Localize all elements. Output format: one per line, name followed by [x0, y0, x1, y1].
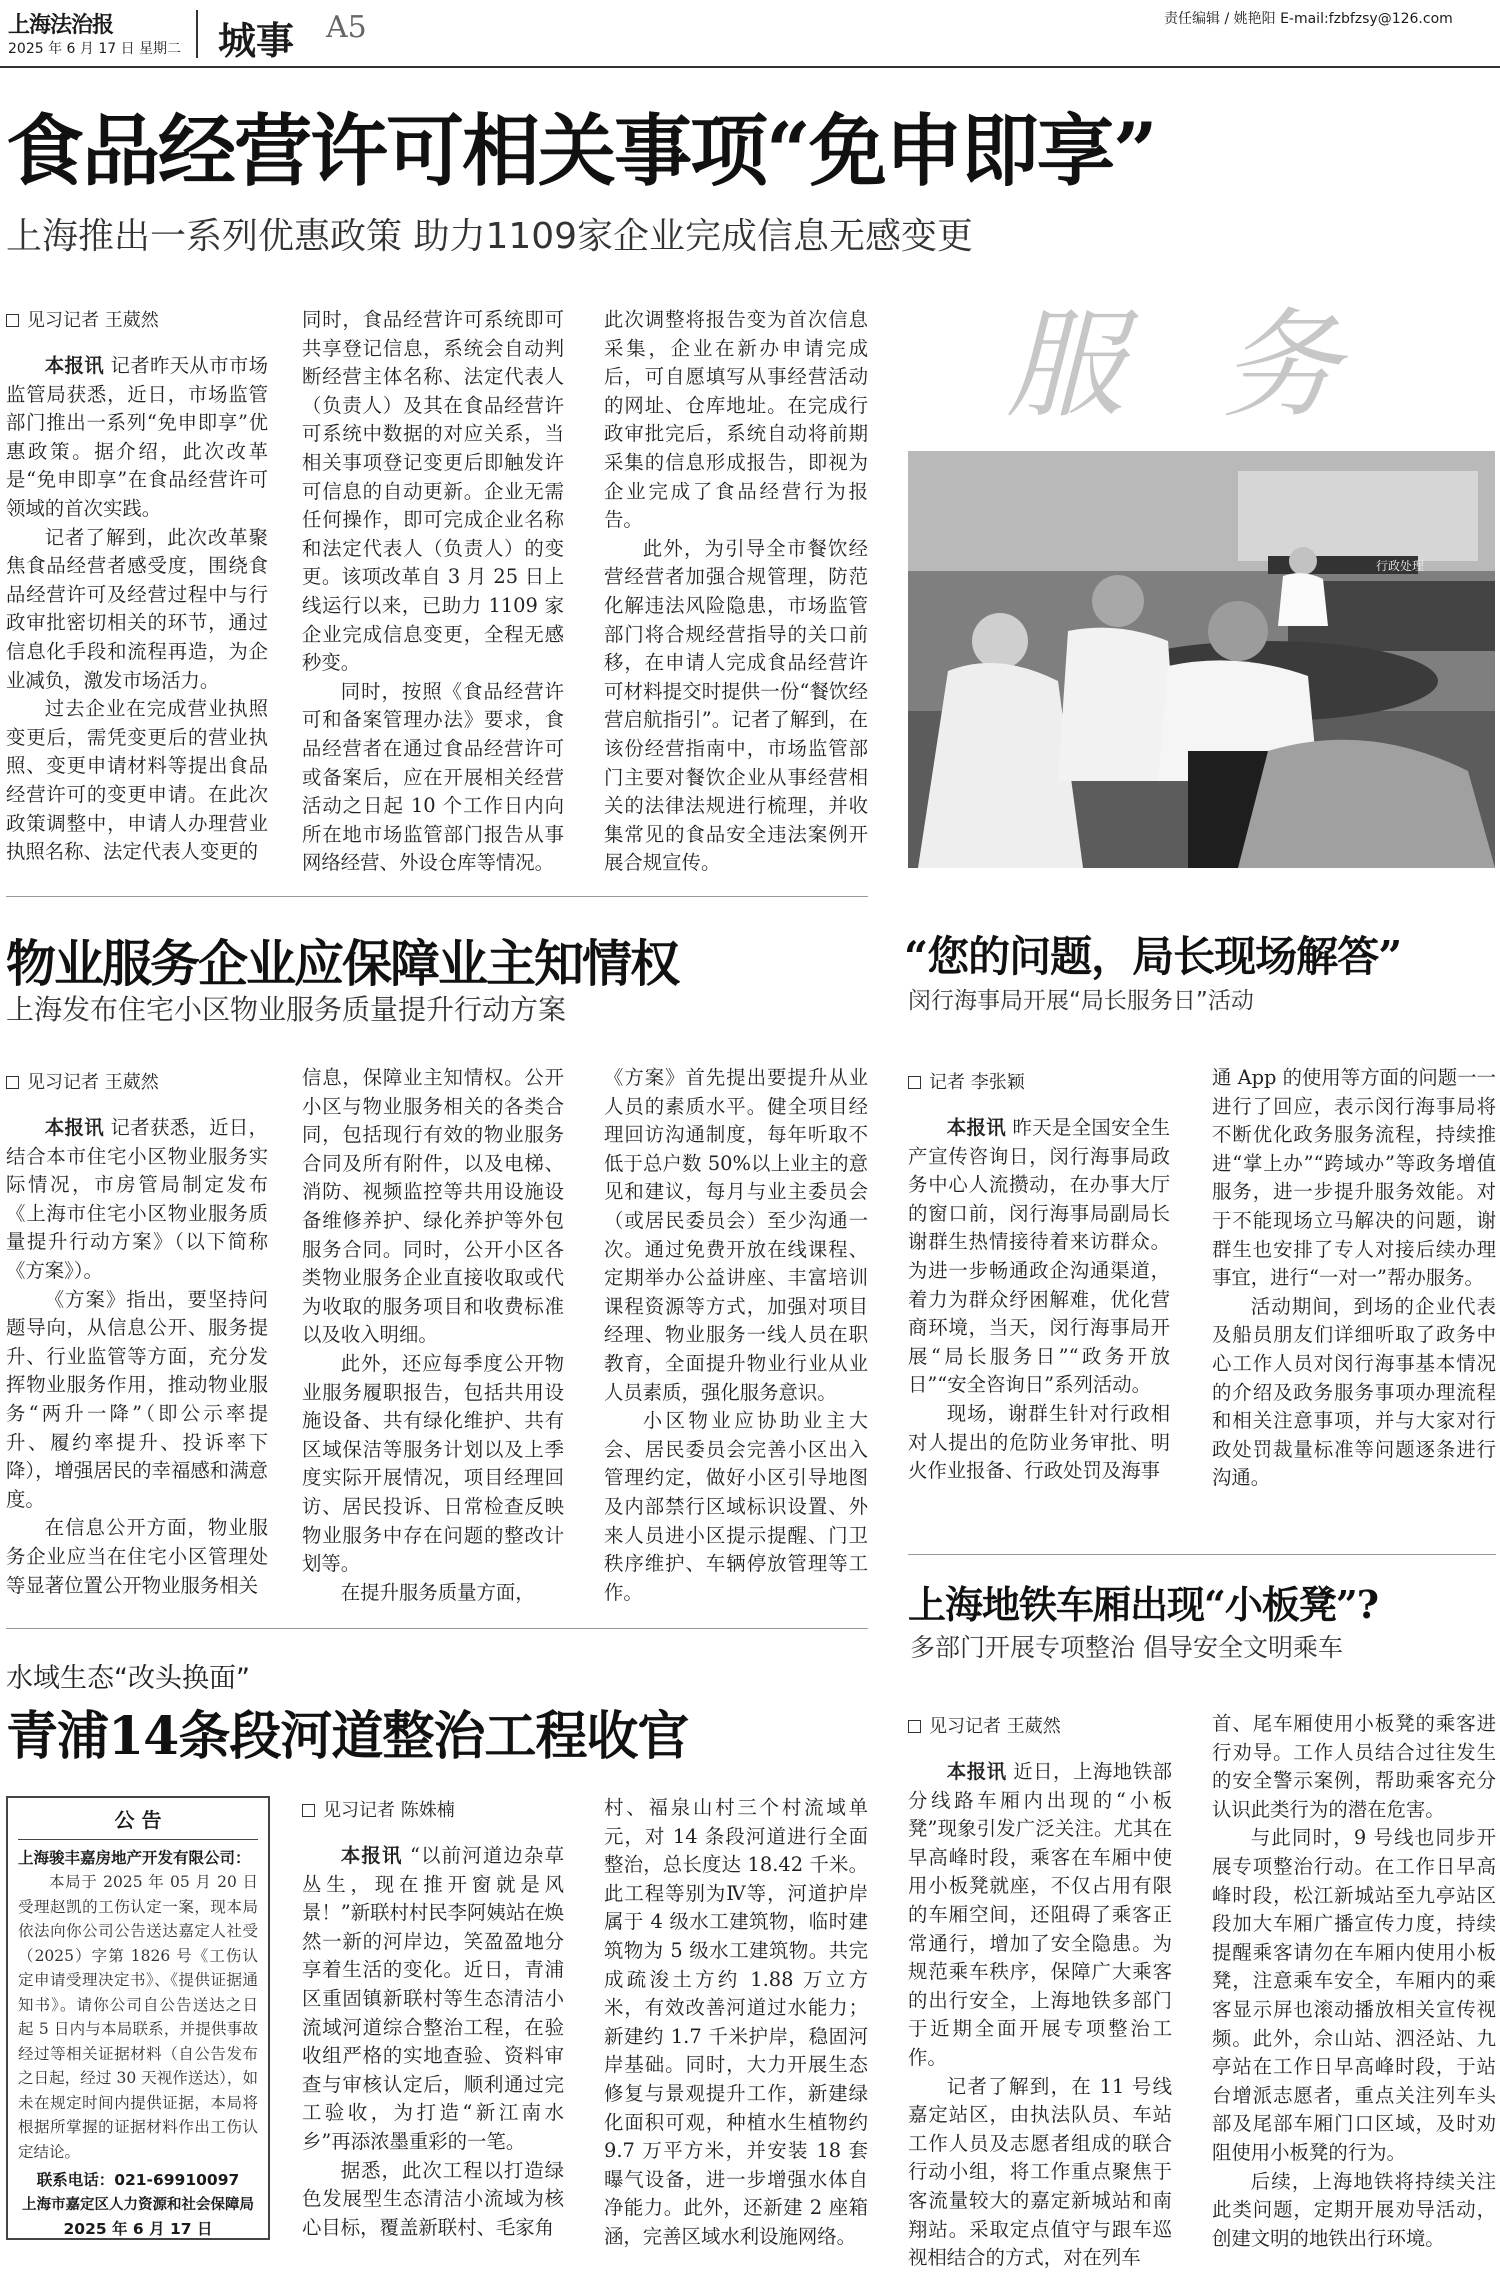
byline-square-icon [908, 1720, 921, 1733]
photo-caption-subtitle: 闵行海事局开展“局长服务日”活动 [908, 988, 1254, 1014]
lead-tag: 本报讯 [44, 1116, 104, 1139]
article2-column-2: 信息，保障业主知情权。公开小区与物业服务相关的各类合同，包括现行有效的物业服务合同及所有附件，以及电梯、消防、视频监控等共用设施设备维修养护、绿化养护等外包服务合同。同时，公开小区各类物业服务企业直接收取或代为收取的服务项目和收费标准以及收入明细。 此外，还应每季度公开物业服务履职报告，包括共用设施设备、共有绿化维护、共有区域保洁等服务计划以及上季度实际开展情况，项目经理回访、居民投诉、日常检查反映物业服务中存在问题的整改计划等。 在提升服务质量方面， [302, 1066, 564, 1604]
masthead-date: 2025 年 6 月 17 日 星期二 [8, 41, 182, 57]
article1-byline: 见习记者 王葳然 [6, 306, 159, 332]
byline-square-icon [6, 314, 19, 327]
divider-3 [6, 1628, 868, 1629]
lead-tag: 本报讯 [946, 1760, 1007, 1783]
editor-info: 责任编辑 / 姚艳阳 E-mail:fzbfzsy@126.com [1164, 11, 1453, 27]
article1-column-3: 此次调整将报告变为首次信息采集，企业在新办申请完成后，可自愿填写从事经营活动的网址、仓库地址。在完成行政审批完后，系统自动将前期采集的信息形成报告，即视为企业完成了食品经营行为报告。 此外，为引导全市餐饮经营经营者加强合规管理，防范化解违法风险隐患，市场监管部门将合规经营指导的关口前移，在申请人完成食品经营许可材料提交时提供一份“餐饮经营启航指引”。记者了解到，在该份经营指南中，市场监管部门主要对餐饮企业从事经营相关的法律法规进行梳理，并收集常见的食品安全违法案例开展合规宣传。 [604, 308, 868, 875]
notice-company: 上海骏丰嘉房地产开发有限公司： [18, 1848, 251, 1867]
notice-phone: 联系电话：021-69910097 [36, 2171, 240, 2189]
byline-square-icon [302, 1804, 315, 1817]
service-banner: 服 务 [1006, 296, 1370, 434]
article4-byline: 见习记者 王葳然 [908, 1712, 1061, 1738]
article5-kicker: 水域生态“改头换面” [6, 1663, 250, 1694]
notice-date: 2025 年 6 月 17 日 [63, 2220, 213, 2238]
article4-column-2: 首、尾车厢使用小板凳的乘客进行劝导。工作人员结合过往发生的安全警示案例，帮助乘客充分认识此类行为的潜在危害。 与此同时，9 号线也同步开展专项整治行动。在工作日早高峰时段，松江新城站至九亭站区段加大车厢广播宣传力度，持续提醒乘客请勿在车厢内使用小板凳，注意乘车安全，车厢内的乘客显示屏也滚动播放相关宣传视频。此外，佘山站、泗泾站、九亭站在工作日早高峰时段，于站台增派志愿者，重点关注列车头部及尾部车厢门口区域，及时劝阻使用小板凳的行为。 后续，上海地铁将持续关注此类问题，定期开展劝导活动，创建文明的地铁出行环境。 [1212, 1712, 1496, 2250]
article1-column-1: 本报讯 记者昨天从市市场监管局获悉，近日，市场监管部门推出一系列“免申即享”优惠政策。据介绍，此次改革是“免申即享”在食品经营许可领域的首次实践。 记者了解到，此次改革聚焦食品经营者感受度，围绕食品经营许可及经营过程中与行政审批密切相关的环节，通过信息化手段和流程再造，为企业减负，激发市场活力。 过去企业在完成营业执照变更后，需凭变更后的营业执照、变更申请材料等提出食品经营许可的变更申请。在此次政策调整中，申请人办理营业执照名称、法定代表人变更的 [6, 354, 269, 864]
notice-title: 公 告 [18, 1808, 258, 1840]
officers-photo-illustration [908, 451, 1495, 868]
section-name: 城事 [218, 18, 295, 63]
news-photo [908, 451, 1495, 868]
article1-subheadline: 上海推出一系列优惠政策 助力1109家企业完成信息无感变更 [6, 216, 974, 257]
article5-byline: 见习记者 陈姝楠 [302, 1796, 455, 1822]
legal-notice-box [6, 1796, 270, 2240]
lead-tag: 本报讯 [44, 354, 104, 377]
article2-headline: 物业服务企业应保障业主知情权 [6, 934, 678, 993]
divider-1 [6, 896, 868, 897]
notice-issuer: 上海市嘉定区人力资源和社会保障局 [22, 2196, 254, 2213]
divider-2 [908, 1554, 1496, 1555]
article5-headline: 青浦14条段河道整治工程收官 [6, 1706, 689, 1767]
article2-byline: 见习记者 王葳然 [6, 1068, 159, 1094]
masthead-rule [0, 66, 1500, 68]
article5-column-1: 本报讯 “以前河道边杂草丛生，现在推开窗就是风景！”新联村村民李阿姨站在焕然一新的河岸边，笑盈盈地分享着生活的变化。近日，青浦区重固镇新联村等生态清洁小流域河道综合整治工程，在验收组严格的实地查验、资料审查与审核认定后，顺利通过完工验收，为打造“新江南水乡”再添浓墨重彩的一笔。 据悉，此次工程以打造绿色发展型生态清洁小流域为核心目标，覆盖新联村、毛家角 [302, 1844, 565, 2239]
lead-tag: 本报讯 [340, 1844, 403, 1867]
article3-column-1: 本报讯 昨天是全国安全生产宣传咨询日，闵行海事局政务中心人流攒动，在办事大厅的窗口前，闵行海事局副局长谢群生热情接待着来访群众。为进一步畅通政企沟通渠道，着力为群众纾困解难，优化营商环境，当天，闵行海事局开展“局长服务日”“政务开放日”“安全咨询日”系列活动。 现场，谢群生针对行政相对人提出的危防业务审批、明火作业报备、行政处罚及海事 [908, 1116, 1171, 1483]
photo-caption-title: “您的问题，局长现场解答” [904, 932, 1402, 981]
masthead-divider [196, 10, 198, 58]
article3-column-2: 通 App 的使用等方面的问题一一进行了回应，表示闵行海事局将不断优化政务服务流程，持续推进“掌上办”“跨域办”等政务增值服务，进一步提升服务效能。对于不能现场立马解决的问题，谢群生也安排了专人对接后续办理事宜，进行“一对一”帮办服务。 活动期间，到场的企业代表及船员朋友们详细听取了政务中心工作人员对闵行海事基本情况的介绍及政务服务事项办理流程和相关注意事项，并与大家对行政处罚裁量标准等问题逐条进行沟通。 [1212, 1066, 1496, 1490]
page-number: A5 [326, 10, 367, 45]
article1-headline: 食品经营许可相关事项“免申即享” [6, 106, 1156, 197]
article2-subheadline: 上海发布住宅小区物业服务质量提升行动方案 [6, 993, 567, 1026]
article3-byline: 记者 李张颖 [908, 1068, 1025, 1094]
article4-subheadline: 多部门开展专项整治 倡导安全文明乘车 [910, 1633, 1343, 1662]
article1-column-2: 同时，食品经营许可系统即可共享登记信息，系统会自动判断经营主体名称、法定代表人（负责人）及其在食品经营许可系统中数据的对应关系，当相关事项登记变更后即触发许可信息的自动更新。企业无需任何操作，即可完成企业名称和法定代表人（负责人）的变更。该项改革自 3 月 25 日上线运行以来，已助力 1109 家企业完成信息变更，全程无感秒变。 同时，按照《食品经营许可和备案管理办法》要求，食品经营者在通过食品经营许可或备案后，应在开展相关经营活动之日起 10 个工作日内向所在地市场监管部门报告从事网络经营、外设仓库等情况。 [302, 308, 564, 875]
article2-column-3: 《方案》首先提出要提升从业人员的素质水平。健全项目经理回访沟通制度，每年听取不低于总户数 50%以上业主的意见和建议，每月与业主委员会（或居民委员会）至少沟通一次。通过免费开放在线课程、定期举办公益讲座、丰富培训课程资源等方式，加强对项目经理、物业服务一线人员在职教育，全面提升物业行业从业人员素质，强化服务意识。 小区物业应协助业主大会、居民委员会完善小区出入管理约定，做好小区引导地图及内部禁行区域标识设置、外来人员进小区提示提醒、门卫秩序维护、车辆停放管理等工作。 [604, 1066, 868, 1604]
byline-square-icon [908, 1076, 921, 1089]
article4-headline: 上海地铁车厢出现“小板凳”? [908, 1582, 1378, 1627]
article2-column-1: 本报讯 记者获悉，近日，结合本市住宅小区物业服务实际情况，市房管局制定发布《上海市住宅小区物业服务质量提升行动方案》（以下简称《方案》）。 《方案》指出，要坚持问题导向，从信息公开、服务提升、行业监管等方面，充分发挥物业服务作用，推动物业服务“两升一降”（即公示率提升、履约率提升、投诉率下降），增强居民的幸福感和满意度。 在信息公开方面，物业服务企业应当在住宅小区管理处等显著位置公开物业服务相关 [6, 1116, 269, 1597]
byline-square-icon [6, 1076, 19, 1089]
article4-column-1: 本报讯 近日，上海地铁部分线路车厢内出现的“小板凳”现象引发广泛关注。尤其在早高峰时段，乘客在车厢中使用小板凳就座，不仅占用有限的车厢空间，还阻碍了乘客正常通行，增加了安全隐患。为规范乘车秩序，保障广大乘客的出行安全，上海地铁多部门于近期全面开展专项整治工作。 记者了解到，在 11 号线嘉定站区，由执法队员、车站工作人员及志愿者组成的联合行动小组，将工作重点聚焦于客流量较大的嘉定新城站和南翔站。采取定点值守与跟车巡视相结合的方式，对在列车 [908, 1760, 1173, 2270]
masthead-logo: 上海法治报 [8, 12, 114, 38]
photo-sign-text: 行政处理 [1376, 559, 1425, 573]
lead-tag: 本报讯 [946, 1116, 1006, 1139]
notice-body: 本局于 2025 年 05 月 20 日受理赵凯的工伤认定一案，现本局依法向你公司公告送达嘉定人社受（2025）字第 1826 号《工伤认定申请受理决定书》、《提供证据通知书》。请你公司自公告送达之日起 5 日内与本局联系，并提供事故经过等相关证据材料（自公告发布之日起，经过 30 天视作送达），如未在规定时间内提供证据，本局将根据所掌握的证据材料作出工伤认定结论。 [18, 1873, 258, 2161]
article5-column-2: 村、福泉山村三个村流域单元，对 14 条段河道进行全面整治，总长度达 18.42 千米。此工程等别为Ⅳ等，河道护岸属于 4 级水工建筑物，临时建筑物为 5 级水工建筑物。共完成疏浚土方约 1.88 万立方米，有效改善河道过水能力；新建约 1.7 千米护岸，稳固河岸基础。同时，大力开展生态修复与景观提升工作，新建绿化面积可观，种植水生植物约 9.7 万平方米，并安装 18 套曝气设备，进一步增强水体自净能力。此外，还新建 2 座箱涵，完善区域水利设施网络。 [604, 1796, 868, 2248]
